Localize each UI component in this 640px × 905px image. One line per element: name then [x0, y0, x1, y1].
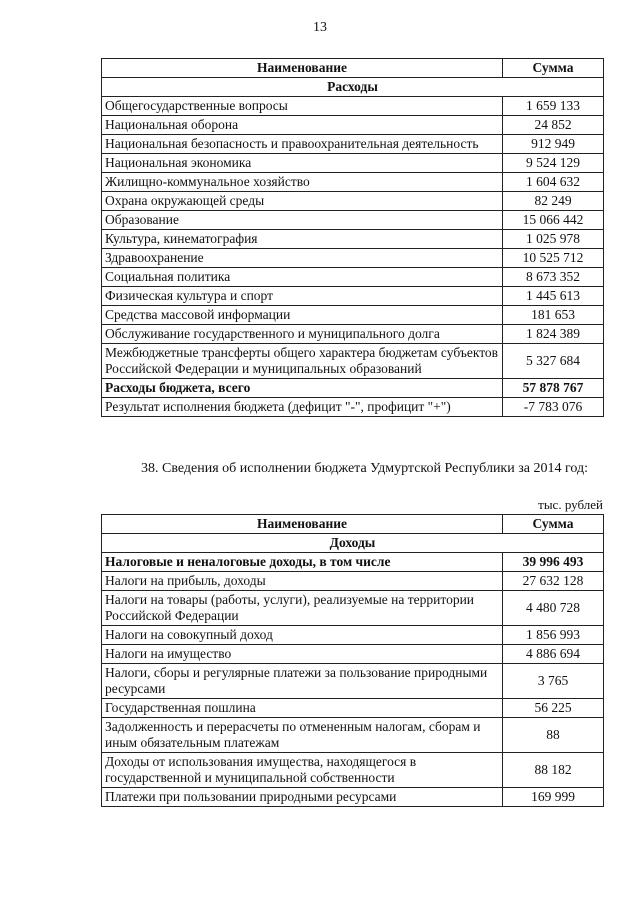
row-sum: 88 182: [503, 753, 604, 788]
section-row: [102, 78, 604, 97]
row-sum: 88: [503, 718, 604, 753]
section-title: Доходы: [102, 534, 604, 553]
row-name: Средства массовой информации: [102, 306, 503, 325]
row-name: Результат исполнения бюджета (дефицит "-", профицит "+"): [102, 398, 503, 417]
row-sum: 4 886 694: [503, 645, 604, 664]
table-row: [102, 173, 604, 192]
table-row: [102, 116, 604, 135]
total-row: [102, 379, 604, 398]
row-sum: 1 445 613: [503, 287, 604, 306]
table-header-row: [102, 59, 604, 78]
row-sum: 4 480 728: [503, 591, 604, 626]
row-sum: 5 327 684: [503, 344, 604, 379]
table-row: [102, 626, 604, 645]
row-name: Задолженность и перерасчеты по отмененным налогам, сборам и иным обязательным платежам: [102, 718, 503, 753]
units-label: тыс. рублей: [538, 497, 603, 512]
row-sum: 1 824 389: [503, 325, 604, 344]
table-row: [102, 135, 604, 154]
table-row: [102, 664, 604, 699]
revenues-table: [101, 514, 604, 807]
row-name: Охрана окружающей среды: [102, 192, 503, 211]
row-sum: 24 852: [503, 116, 604, 135]
table-row: [102, 344, 604, 379]
table-header-row: [102, 515, 604, 534]
page-number: 13: [313, 20, 327, 35]
result-row: [102, 398, 604, 417]
row-name: Налоги на товары (работы, услуги), реализуемые на территории Российской Федерации: [102, 591, 503, 626]
column-header-name: Наименование: [102, 59, 503, 78]
row-name: Расходы бюджета, всего: [102, 379, 503, 398]
row-name: Здравоохранение: [102, 249, 503, 268]
row-sum: 181 653: [503, 306, 604, 325]
row-sum: 15 066 442: [503, 211, 604, 230]
row-name: Национальная экономика: [102, 154, 503, 173]
table-row: [102, 645, 604, 664]
table-row: [102, 788, 604, 807]
row-name: Межбюджетные трансферты общего характера бюджетам субъектов Российской Федерации и муниципальных образований: [102, 344, 503, 379]
table-row: [102, 718, 604, 753]
row-sum: 1 856 993: [503, 626, 604, 645]
table-row: [102, 97, 604, 116]
row-name: Общегосударственные вопросы: [102, 97, 503, 116]
row-sum: 1 025 978: [503, 230, 604, 249]
section-paragraph: 38. Сведения об исполнении бюджета Удмуртской Республики за 2014 год:: [141, 461, 588, 476]
row-sum: 1 659 133: [503, 97, 604, 116]
table-row: [102, 591, 604, 626]
table-row: [102, 287, 604, 306]
row-sum: 56 225: [503, 699, 604, 718]
subtotal-row: [102, 553, 604, 572]
table-row: [102, 325, 604, 344]
column-header-name: Наименование: [102, 515, 503, 534]
table-row: [102, 306, 604, 325]
row-sum: 9 524 129: [503, 154, 604, 173]
table-row: [102, 249, 604, 268]
row-sum: 27 632 128: [503, 572, 604, 591]
table-row: [102, 699, 604, 718]
row-sum: 169 999: [503, 788, 604, 807]
row-sum: 3 765: [503, 664, 604, 699]
row-name: Физическая культура и спорт: [102, 287, 503, 306]
section-row: [102, 534, 604, 553]
section-title: Расходы: [102, 78, 604, 97]
expenses-table: [101, 58, 604, 417]
table-row: [102, 753, 604, 788]
row-name: Национальная безопасность и правоохранительная деятельность: [102, 135, 503, 154]
table-row: [102, 268, 604, 287]
row-sum: 57 878 767: [503, 379, 604, 398]
row-name: Жилищно-коммунальное хозяйство: [102, 173, 503, 192]
row-sum: 82 249: [503, 192, 604, 211]
row-sum: 10 525 712: [503, 249, 604, 268]
row-name: Налоги на совокупный доход: [102, 626, 503, 645]
row-name: Платежи при пользовании природными ресурсами: [102, 788, 503, 807]
row-name: Налоговые и неналоговые доходы, в том числе: [102, 553, 503, 572]
row-name: Налоги на имущество: [102, 645, 503, 664]
row-sum: 8 673 352: [503, 268, 604, 287]
row-sum: 912 949: [503, 135, 604, 154]
table-row: [102, 211, 604, 230]
table-row: [102, 154, 604, 173]
row-name: Социальная политика: [102, 268, 503, 287]
row-name: Налоги, сборы и регулярные платежи за пользование природными ресурсами: [102, 664, 503, 699]
row-name: Культура, кинематография: [102, 230, 503, 249]
row-name: Доходы от использования имущества, находящегося в государственной и муниципальной собственности: [102, 753, 503, 788]
row-sum: 39 996 493: [503, 553, 604, 572]
row-name: Образование: [102, 211, 503, 230]
row-name: Государственная пошлина: [102, 699, 503, 718]
row-sum: 1 604 632: [503, 173, 604, 192]
row-name: Обслуживание государственного и муниципального долга: [102, 325, 503, 344]
table-row: [102, 192, 604, 211]
column-header-sum: Сумма: [503, 515, 604, 534]
row-name: Налоги на прибыль, доходы: [102, 572, 503, 591]
column-header-sum: Сумма: [503, 59, 604, 78]
row-sum: -7 783 076: [503, 398, 604, 417]
table-row: [102, 230, 604, 249]
table-row: [102, 572, 604, 591]
row-name: Национальная оборона: [102, 116, 503, 135]
